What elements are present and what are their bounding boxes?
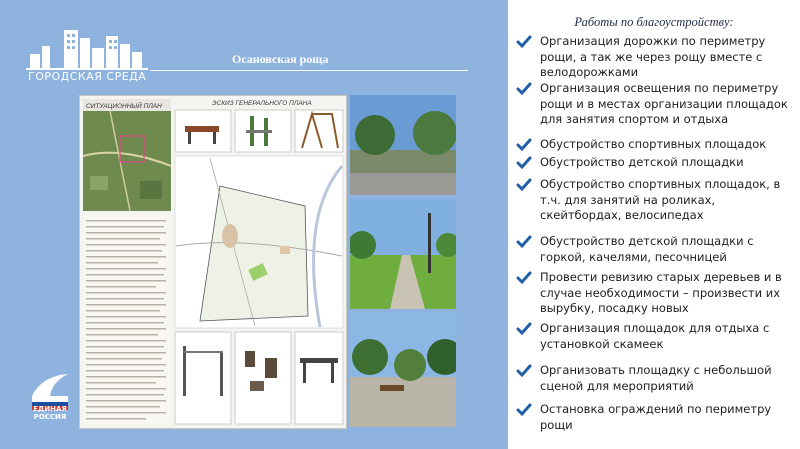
site-plan-poster xyxy=(79,95,347,429)
site-plan-drawing xyxy=(80,96,346,428)
check-icon xyxy=(516,402,532,418)
work-item-text: Обустройство спортивных площадок, в т.ч. для занятий на роликах, скейтбордах, велосипедах xyxy=(540,177,781,222)
work-item xyxy=(522,155,796,171)
party-name-line2: РОССИЯ xyxy=(33,413,67,421)
equipment-thumbnails-bottom xyxy=(175,332,343,424)
check-icon xyxy=(516,34,532,50)
check-icon xyxy=(516,81,532,97)
work-item xyxy=(522,402,796,433)
park-photo-1 xyxy=(350,95,456,195)
work-item-text: Обустройство спортивных площадок xyxy=(540,137,767,151)
work-item-text: Провести ревизию старых деревьев и в случае необходимости – произвести их вырубку, посадку новых xyxy=(540,270,782,315)
work-item xyxy=(522,81,796,128)
check-icon xyxy=(516,270,532,286)
party-name xyxy=(28,405,72,421)
party-name-line1: ЕДИНАЯ xyxy=(33,405,67,413)
work-item-text: Обустройство детской площадки с горкой, качелями, песочницей xyxy=(540,234,754,264)
work-item xyxy=(522,137,796,153)
check-icon xyxy=(516,363,532,379)
work-item xyxy=(522,321,796,352)
check-icon xyxy=(516,321,532,337)
check-icon xyxy=(516,155,532,171)
park-photos xyxy=(350,95,456,427)
work-item-text: Организация дорожки по периметру рощи, а так же через рощу вместе с велодорожками xyxy=(540,34,766,79)
work-item-text: Организация площадок для отдыха с установкой скамеек xyxy=(540,321,770,351)
situational-plan-label: СИТУАЦИОННЫЙ ПЛАН xyxy=(86,103,162,110)
sketch-plan-label: ЭСКИЗ ГЕНЕРАЛЬНОГО ПЛАНА xyxy=(212,100,312,107)
works-panel xyxy=(508,0,800,449)
park-photo-2 xyxy=(350,199,456,309)
logo-caption: ГОРОДСКАЯ СРЕДА xyxy=(28,70,147,83)
work-item-text: Организовать площадку с небольшой сценой для мероприятий xyxy=(540,363,772,393)
work-item xyxy=(522,363,796,394)
page-title: Осановская роща xyxy=(232,52,329,66)
work-item-text: Организация освещения по периметру рощи и в местах организации площадок для занятия спортом и отдыха xyxy=(540,81,788,126)
park-photos-drawing xyxy=(350,95,456,427)
work-item xyxy=(522,34,796,81)
works-title: Работы по благоустройству: xyxy=(574,15,734,29)
work-item-text: Обустройство детской площадки xyxy=(540,155,744,169)
check-icon xyxy=(516,177,532,193)
work-item xyxy=(522,177,796,224)
equipment-thumbnails-top xyxy=(175,110,343,152)
check-icon xyxy=(516,234,532,250)
park-photo-3 xyxy=(350,313,456,427)
title-underline xyxy=(150,70,468,71)
work-item-text: Остановка ограждений по периметру рощи xyxy=(540,402,772,432)
work-item xyxy=(522,270,796,317)
check-icon xyxy=(516,137,532,153)
work-item xyxy=(522,234,796,265)
